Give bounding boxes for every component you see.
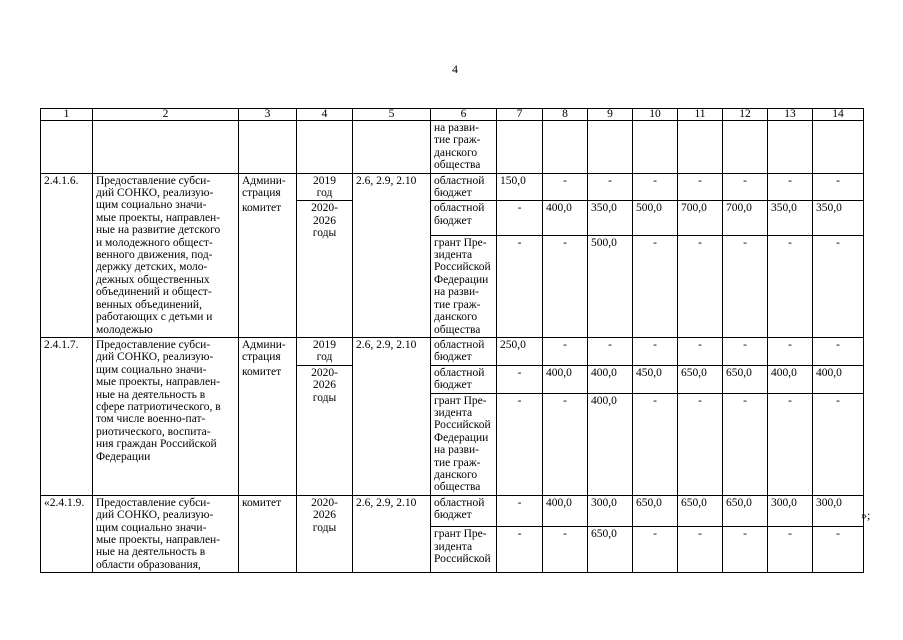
period	[297, 365, 353, 495]
amount-cell: 650,0	[678, 495, 723, 527]
text-line: Предоставление субси-	[96, 496, 211, 509]
empty-cell	[239, 121, 297, 174]
text-line: на разви-	[434, 286, 479, 299]
text-line: годы	[312, 391, 337, 404]
column-number: 4	[297, 109, 353, 121]
amount-cell: -	[678, 173, 723, 201]
text-line: дежных общественных	[96, 273, 210, 286]
text-line: областной	[434, 366, 485, 379]
text-line: венных объединений,	[96, 298, 202, 311]
amount-cell: -	[678, 235, 723, 337]
text-line: мые проекты, направлен-	[96, 534, 221, 546]
amount-cell: 400,0	[543, 495, 588, 527]
indicator-refs: 2.6, 2.9, 2.10	[353, 495, 431, 572]
period	[297, 495, 353, 572]
column-number: 3	[239, 109, 297, 121]
empty-cell	[723, 121, 768, 174]
amount-cell: 650,0	[723, 495, 768, 527]
amount-cell: -	[813, 235, 864, 337]
text-line: щим социально значи-	[96, 199, 207, 212]
amount-cell: -	[723, 173, 768, 201]
empty-cell	[768, 121, 813, 174]
amount-cell: -	[633, 393, 678, 495]
column-number: 12	[723, 109, 768, 121]
amount-cell: -	[497, 365, 543, 393]
text-line: бюджет	[434, 379, 472, 392]
column-number: 13	[768, 109, 813, 121]
text-line: Предоставление субси-	[96, 338, 211, 351]
text-line: 2019	[313, 338, 336, 351]
text-line: год	[316, 351, 333, 364]
funding-source	[431, 393, 497, 495]
executor	[239, 495, 297, 572]
text-line: комитет	[242, 366, 282, 379]
budget-table	[40, 108, 864, 573]
text-line: тие граж-	[434, 298, 481, 311]
text-line: Федерации	[434, 273, 489, 286]
text-line: венного движения, под-	[96, 249, 213, 262]
text-line: областной	[434, 338, 485, 351]
column-number: 6	[431, 109, 497, 121]
funding-source	[431, 201, 497, 235]
text-line: дий СОНКО, реализую-	[96, 187, 214, 200]
text-line: Админи-	[242, 338, 286, 351]
text-line: годы	[312, 521, 337, 534]
amount-cell: -	[543, 337, 588, 365]
amount-cell: -	[633, 173, 678, 201]
amount-cell: -	[678, 393, 723, 495]
funding-source	[431, 365, 497, 393]
item-number: «2.4.1.9.	[41, 495, 93, 572]
text-line: зидента	[434, 249, 473, 262]
page-number: 4	[452, 62, 458, 76]
amount-cell: 650,0	[678, 365, 723, 393]
amount-cell: 350,0	[813, 201, 864, 235]
text-line: ния граждан Российской	[96, 438, 217, 451]
executor	[239, 365, 297, 495]
text-line: Российской	[434, 553, 491, 566]
amount-cell: -	[497, 527, 543, 573]
amount-cell: -	[543, 235, 588, 337]
text-line: 2020-	[311, 496, 338, 509]
text-line: мые проекты, направлен-	[96, 376, 221, 389]
empty-cell	[813, 121, 864, 174]
column-number: 14	[813, 109, 864, 121]
period	[297, 337, 353, 365]
text-line: работающих с детьми и	[96, 311, 213, 324]
text-line: 2020-	[311, 366, 338, 379]
empty-cell	[41, 121, 93, 174]
text-line: объединений и общест-	[96, 286, 212, 299]
item-number: 2.4.1.6.	[41, 173, 93, 337]
text-line: дий СОНКО, реализую-	[96, 351, 214, 364]
empty-cell	[633, 121, 678, 174]
text-line: грант Пре-	[434, 394, 487, 407]
empty-cell	[497, 121, 543, 174]
indicator-refs: 2.6, 2.9, 2.10	[353, 173, 431, 337]
period	[297, 173, 353, 201]
text-line: на разви-	[434, 444, 479, 457]
text-line: Федерации	[96, 450, 151, 463]
empty-cell	[678, 121, 723, 174]
text-line: Федерации	[434, 431, 489, 444]
text-line: на разви-	[434, 122, 479, 134]
text-line: ные на развитие детского	[96, 224, 221, 237]
amount-cell: 450,0	[633, 365, 678, 393]
amount-cell: -	[768, 173, 813, 201]
period	[297, 201, 353, 337]
amount-cell: -	[543, 393, 588, 495]
text-line: зидента	[434, 406, 473, 419]
text-line: бюджет	[434, 509, 472, 522]
text-line: 2026	[313, 379, 336, 392]
text-line: дий СОНКО, реализую-	[96, 509, 214, 522]
text-line: год	[316, 187, 333, 200]
text-line: грант Пре-	[434, 528, 487, 541]
item-description	[93, 173, 239, 337]
column-number: 8	[543, 109, 588, 121]
amount-cell: 500,0	[588, 235, 633, 337]
text-line: риотического, воспита-	[96, 425, 211, 438]
amount-cell: 300,0	[768, 495, 813, 527]
amount-cell: -	[768, 337, 813, 365]
funding-source	[431, 173, 497, 201]
amount-cell: -	[543, 527, 588, 573]
text-line: страция	[242, 187, 281, 200]
amount-cell: -	[768, 527, 813, 573]
continuation-row	[41, 121, 864, 174]
funding-source	[431, 235, 497, 337]
funding-source	[431, 495, 497, 527]
amount-cell: 700,0	[678, 201, 723, 235]
item-number: 2.4.1.7.	[41, 337, 93, 495]
empty-cell	[297, 121, 353, 174]
item-description	[93, 495, 239, 572]
text-line: общества	[434, 481, 481, 494]
amount-cell: 400,0	[543, 365, 588, 393]
table-row	[41, 173, 864, 201]
executor	[239, 201, 297, 337]
amount-cell: 300,0	[588, 495, 633, 527]
closing-quote: »;	[861, 508, 871, 522]
text-line: 2019	[313, 174, 336, 187]
amount-cell: -	[633, 527, 678, 573]
text-line: областной	[434, 202, 485, 215]
text-line: общества	[434, 323, 481, 336]
amount-cell: 700,0	[723, 201, 768, 235]
text-line: бюджет	[434, 214, 472, 227]
funding-source	[431, 527, 497, 573]
empty-cell	[543, 121, 588, 174]
text-line: страция	[242, 351, 281, 364]
amount-cell: 650,0	[588, 527, 633, 573]
amount-cell: -	[813, 173, 864, 201]
executor	[239, 173, 297, 201]
amount-cell: -	[723, 337, 768, 365]
text-line: мые проекты, направлен-	[96, 211, 221, 224]
text-line: держку детских, моло-	[96, 261, 208, 274]
amount-cell: 500,0	[633, 201, 678, 235]
text-line: ные на деятельность в	[96, 388, 206, 401]
column-number: 2	[93, 109, 239, 121]
amount-cell: -	[813, 337, 864, 365]
column-number: 9	[588, 109, 633, 121]
amount-cell: -	[723, 393, 768, 495]
amount-cell: -	[723, 235, 768, 337]
text-line: зидента	[434, 540, 473, 553]
amount-cell: 300,0	[813, 495, 864, 527]
amount-cell: 250,0	[497, 337, 543, 365]
text-line: Админи-	[242, 174, 286, 187]
empty-cell	[588, 121, 633, 174]
amount-cell: -	[497, 393, 543, 495]
item-description	[93, 337, 239, 495]
text-line: Российской	[434, 261, 491, 274]
text-line: 2026	[313, 509, 336, 522]
amount-cell: -	[768, 393, 813, 495]
text-line: 2020-	[311, 202, 338, 215]
text-line: областной	[434, 174, 485, 187]
amount-cell: -	[588, 173, 633, 201]
text-line: годы	[312, 227, 337, 240]
amount-cell: -	[497, 235, 543, 337]
budget-table-body	[41, 109, 864, 573]
amount-cell: -	[813, 393, 864, 495]
text-line: 2026	[313, 214, 336, 227]
empty-cell	[93, 121, 239, 174]
table-row	[41, 337, 864, 365]
amount-cell: 400,0	[813, 365, 864, 393]
amount-cell: -	[678, 337, 723, 365]
text-line: Российской	[434, 419, 491, 432]
text-line: грант Пре-	[434, 236, 487, 249]
amount-cell: -	[497, 495, 543, 527]
column-number: 7	[497, 109, 543, 121]
amount-cell: -	[813, 527, 864, 573]
text-line: областной	[434, 496, 485, 509]
amount-cell: 400,0	[588, 393, 633, 495]
text-line: общества	[434, 159, 481, 172]
text-line: комитет	[242, 496, 282, 509]
amount-cell: 650,0	[633, 495, 678, 527]
text-line: данского	[434, 468, 478, 481]
funding-source	[431, 337, 497, 365]
amount-cell: -	[588, 337, 633, 365]
text-line: сфере патриотического, в	[96, 400, 221, 413]
amount-cell: -	[543, 173, 588, 201]
indicator-refs: 2.6, 2.9, 2.10	[353, 337, 431, 495]
column-number: 1	[41, 109, 93, 121]
text-line: данского	[434, 146, 478, 159]
empty-cell	[353, 121, 431, 174]
text-line: щим социально значи-	[96, 363, 207, 376]
amount-cell: -	[768, 235, 813, 337]
text-line: тие граж-	[434, 134, 481, 147]
amount-cell: 650,0	[723, 365, 768, 393]
amount-cell: -	[633, 337, 678, 365]
column-number-row	[41, 109, 864, 121]
text-line: комитет	[242, 201, 282, 214]
text-line: бюджет	[434, 187, 472, 200]
column-number: 5	[353, 109, 431, 121]
text-line: области образования,	[96, 558, 201, 571]
amount-cell: 150,0	[497, 173, 543, 201]
amount-cell: -	[497, 201, 543, 235]
amount-cell: -	[723, 527, 768, 573]
text-line: молодежью	[96, 323, 153, 336]
amount-cell: 350,0	[768, 201, 813, 235]
table-row	[41, 495, 864, 527]
text-line: данского	[434, 311, 478, 324]
text-line: Предоставление субси-	[96, 174, 211, 187]
text-line: ные на деятельность в	[96, 546, 206, 559]
executor	[239, 337, 297, 365]
column-number: 11	[678, 109, 723, 121]
text-line: щим социально значи-	[96, 521, 207, 534]
amount-cell: 400,0	[543, 201, 588, 235]
funding-source	[431, 121, 497, 174]
text-line: бюджет	[434, 351, 472, 364]
amount-cell: 400,0	[768, 365, 813, 393]
text-line: том числе военно-пат-	[96, 413, 206, 426]
text-line: и молодежного общест-	[96, 236, 213, 249]
amount-cell: 400,0	[588, 365, 633, 393]
column-number: 10	[633, 109, 678, 121]
text-line: тие граж-	[434, 456, 481, 469]
amount-cell: 350,0	[588, 201, 633, 235]
amount-cell: -	[633, 235, 678, 337]
amount-cell: -	[678, 527, 723, 573]
